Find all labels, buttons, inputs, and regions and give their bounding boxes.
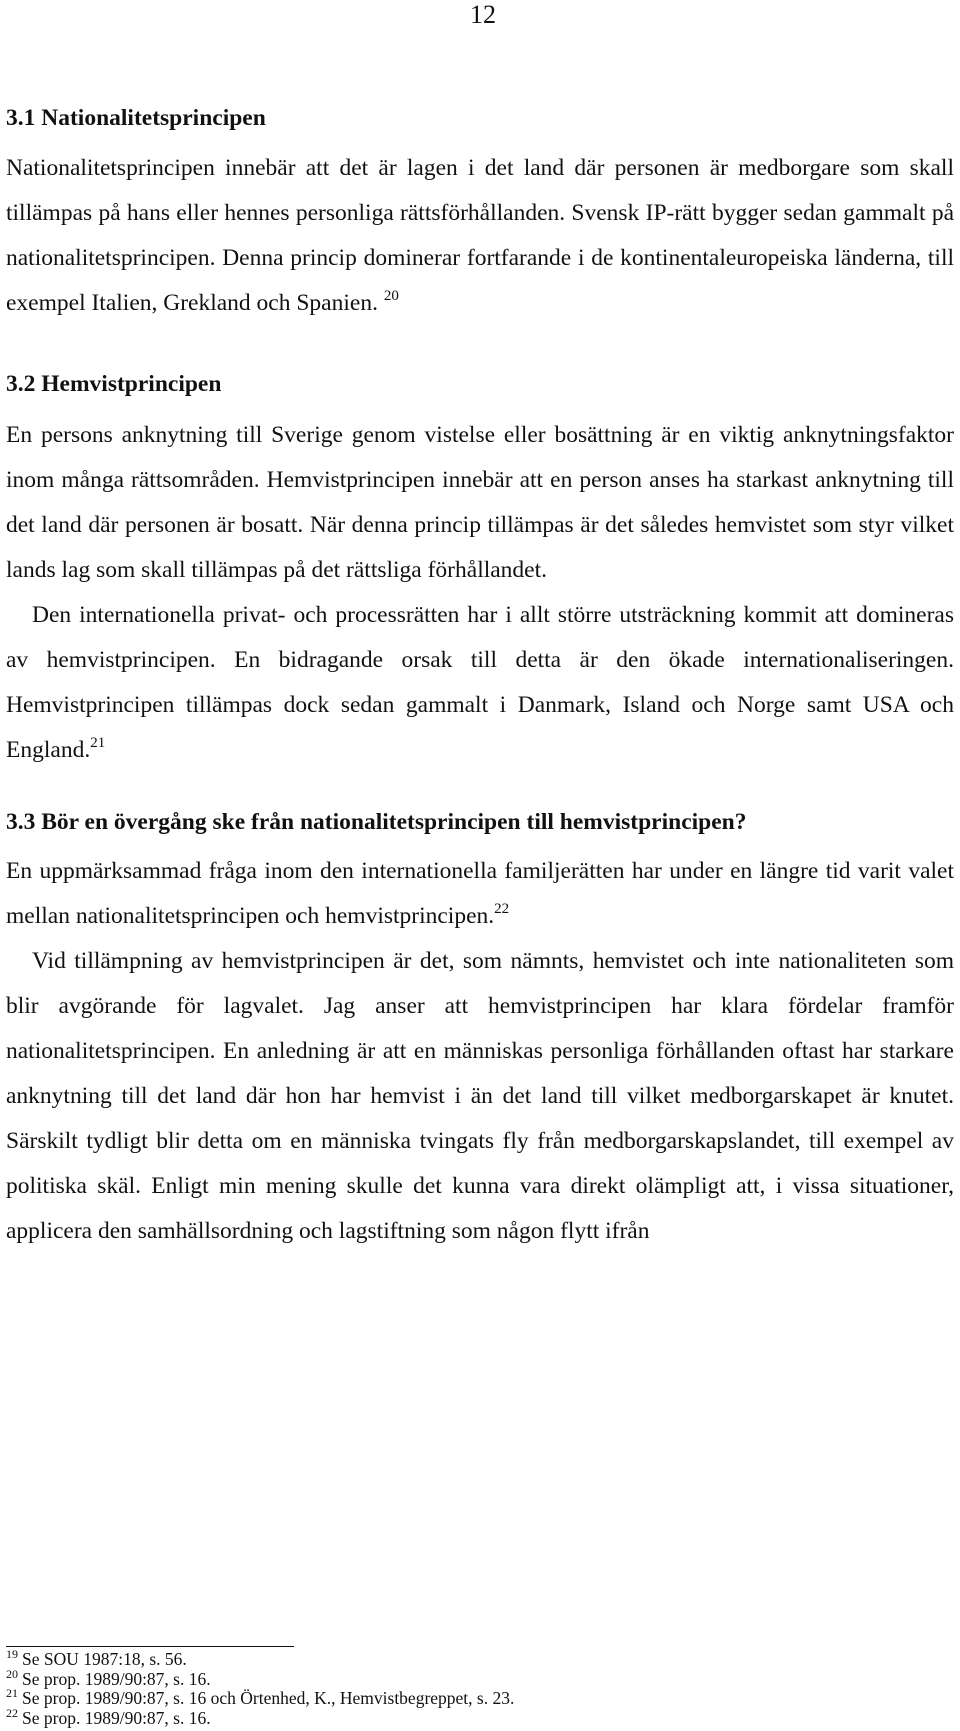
footnote-text: Se prop. 1989/90:87, s. 16.	[22, 1707, 211, 1728]
footnote	[6, 1666, 946, 1690]
footnote-number: 19	[6, 1647, 18, 1661]
footnote-text: Se prop. 1989/90:87, s. 16 och Örtenhed, K., Hemvistbegreppet, s. 23.	[22, 1688, 515, 1708]
paragraph-text: Nationalitetsprincipen innebär att det är lagen i det land där personen är medborgare som skall tillämpas på hans eller hennes personliga rättsförhållanden. Svensk IP-rätt bygger sedan gammalt på nationalitetsprincipen. Denna princip dominerar fortfarande i de kontinentaleuropeiska länderna, till exempel Italien, Grekland och Spanien.	[6, 155, 954, 316]
footnote-separator	[6, 1646, 294, 1647]
section-nationalitetsprincipen	[6, 104, 954, 326]
section-heading: 3.2 Hemvistprincipen	[6, 371, 222, 397]
paragraph: Vid tillämpning av hemvistprincipen är det, som nämnts, hemvistet och inte nationaliteten som blir avgörande för lagvalet. Jag anser att hemvistprincipen har klara fördelar framför nationalitetsprincipen. En anledning är att en människas personliga förhållanden oftast har starkare anknytning till det land där hon har hemvist i än det land till vilket medborgarskapet är knutet. Särskilt tydligt blir detta om en människa tvingats fly från medborgarskapslandet, till exempel av politiska skäl. Enligt min mening skulle det kunna vara direkt olämpligt att, i vissa situationer, applicera den samhällsordning och lagstiftning som någon flytt ifrån	[6, 948, 954, 1244]
paragraph	[6, 849, 954, 939]
footnote-reference: 20	[383, 288, 399, 304]
footnote	[6, 1705, 946, 1729]
paragraph	[6, 593, 954, 773]
section-overgang	[6, 808, 954, 1254]
section-heading: 3.3 Bör en övergång ske från nationalitetsprincipen till hemvistprincipen?	[6, 809, 747, 835]
footnotes	[6, 1647, 946, 1728]
footnote-text: Se SOU 1987:18, s. 56.	[22, 1649, 187, 1669]
paragraph: En persons anknytning till Sverige genom vistelse eller bosättning är en viktig anknytningsfaktor inom många rättsområden. Hemvistprincipen innebär att en person anses ha starkast anknytning till det land där personen är bosatt. När denna princip tillämpas är det således hemvistet som styr vilket lands lag som skall tillämpas på det rättsliga förhållandet.	[6, 422, 954, 583]
paragraph-text: En uppmärksammad fråga inom den internationella familjerätten har under en längre tid varit valet mellan nationalitetsprincipen och hemvistprincipen.	[6, 858, 954, 929]
section-hemvistprincipen	[6, 370, 954, 773]
footnote-number: 20	[6, 1666, 18, 1681]
section-heading: 3.1 Nationalitetsprincipen	[6, 105, 266, 131]
footnote-reference: 21	[90, 735, 106, 751]
paragraph	[6, 146, 954, 326]
footnote	[6, 1647, 946, 1670]
paragraph-text: Den internationella privat- och processrätten har i allt större utsträckning kommit att domineras av hemvistprincipen. En bidragande orsak till detta är den ökade internationaliseringen. Hemvistprincipen tillämpas dock sedan gammalt i Danmark, Island och Norge samt USA och England.	[6, 602, 954, 763]
page-content	[6, 104, 954, 1254]
footnote-number: 21	[6, 1686, 18, 1700]
footnote-number: 22	[6, 1705, 18, 1720]
footnote-reference: 22	[494, 901, 510, 917]
footnote	[6, 1686, 946, 1709]
page-number: 12	[470, 0, 496, 29]
footnote-text: Se prop. 1989/90:87, s. 16.	[22, 1668, 211, 1689]
